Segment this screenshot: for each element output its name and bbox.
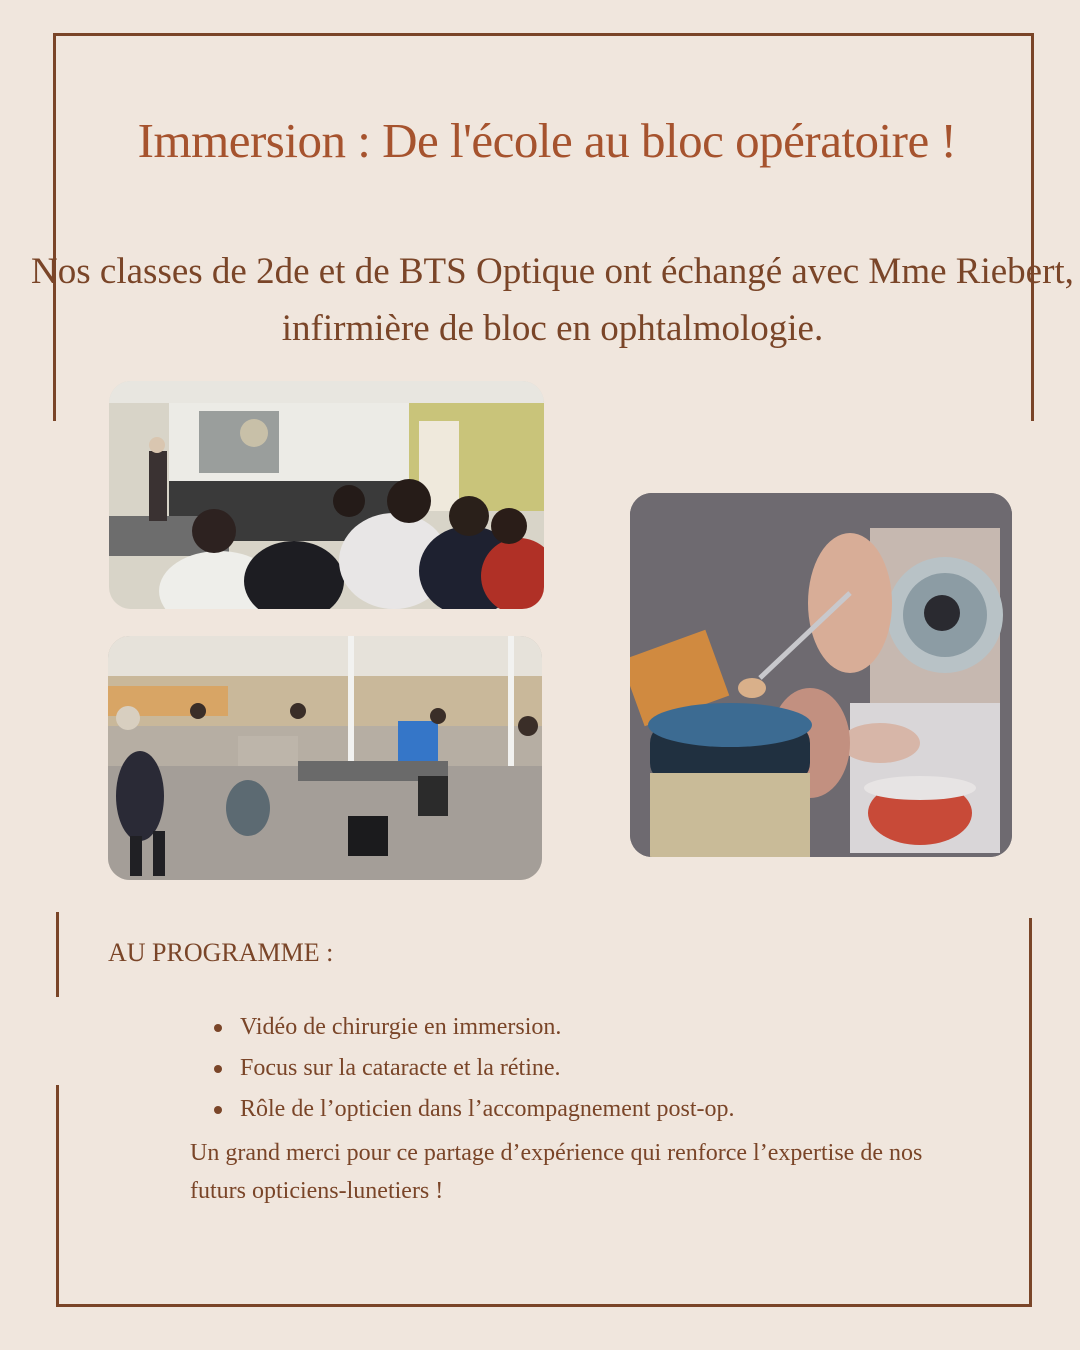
frame-right-line-top: [1031, 33, 1034, 421]
program-list: [240, 1010, 735, 1133]
frame-top-line: [53, 33, 1034, 36]
page-title: Immersion : De l'école au bloc opératoire !: [137, 113, 957, 168]
frame-left-line-lower: [56, 1085, 59, 1307]
frame-left-line-top: [53, 33, 56, 421]
list-item: Vidéo de chirurgie en immersion.: [240, 1010, 735, 1051]
list-item: Rôle de l’opticien dans l’accompagnement post-op.: [240, 1092, 735, 1133]
classroom-presentation-photo: [109, 381, 544, 609]
frame-right-line-bottom: [1029, 918, 1032, 1307]
workshop-room-photo: [108, 636, 542, 880]
page-subtitle: Nos classes de 2de et de BTS Optique ont échangé avec Mme Riebert, infirmière de bloc en ophtalmologie.: [31, 251, 1074, 349]
list-item: Focus sur la cataracte et la rétine.: [240, 1051, 735, 1092]
program-heading: AU PROGRAMME :: [108, 938, 334, 967]
frame-bottom-line: [56, 1304, 1032, 1307]
eye-surgery-projection-photo: [630, 493, 1012, 857]
frame-left-line-bottom: [56, 912, 59, 997]
thanks-message: Un grand merci pour ce partage d’expérience qui renforce l’expertise de nos futurs opticiens-lunetiers !: [190, 1140, 923, 1204]
